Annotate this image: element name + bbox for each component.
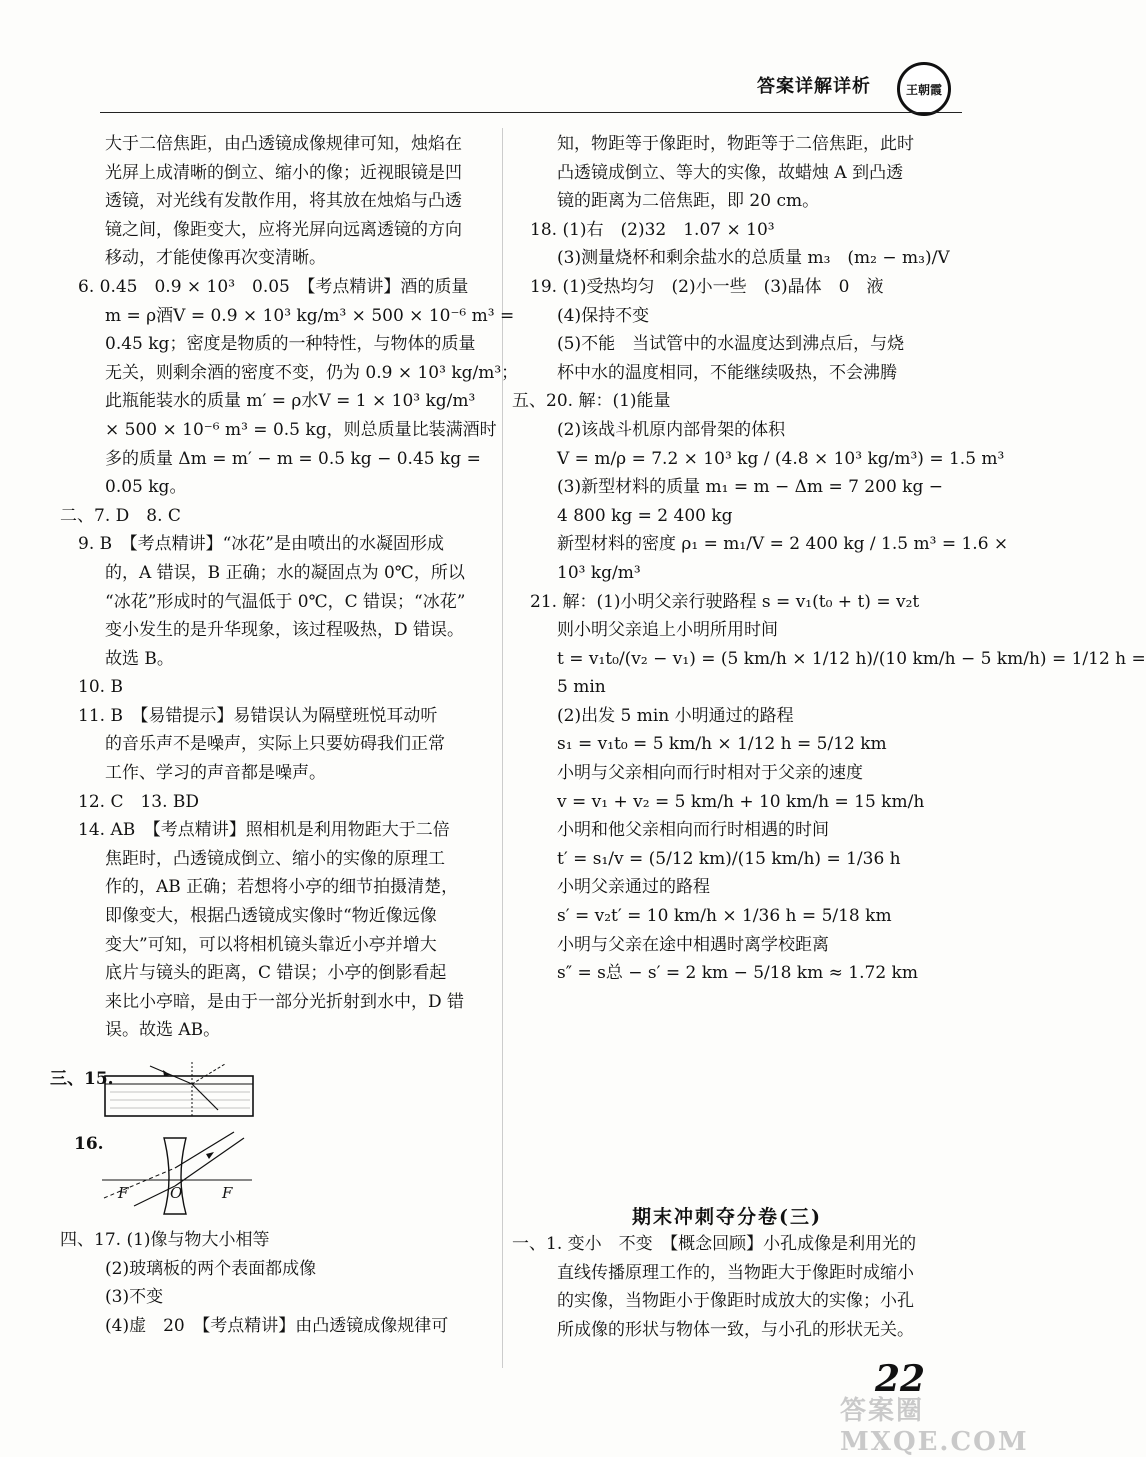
text-line: 此瓶能装水的质量 m′ = ρ水V = 1 × 10³ kg/m³ bbox=[105, 391, 476, 412]
text-line: (2)玻璃板的两个表面都成像 bbox=[105, 1258, 317, 1279]
text-line: 变小发生的是升华现象，该过程吸热，D 错误。 bbox=[105, 620, 465, 641]
text-line: v = v₁ + v₂ = 5 km/h + 10 km/h = 15 km/h bbox=[557, 791, 925, 812]
text-line: 光屏上成清晰的倒立、缩小的像；近视眼镜是凹 bbox=[105, 162, 462, 183]
text-line: 镜的距离为二倍焦距，即 20 cm。 bbox=[557, 191, 820, 212]
text-line: s″ = s总 − s′ = 2 km − 5/18 km ≈ 1.72 km bbox=[557, 963, 918, 984]
focal-point-right: F bbox=[222, 1184, 233, 1202]
left-bottom-text-block bbox=[60, 1226, 490, 1340]
text-line: (3)新型材料的质量 m₁ = m − Δm = 7 200 kg − bbox=[557, 477, 943, 498]
text-line: 故选 B。 bbox=[105, 648, 174, 669]
text-line: 镜之间，像距变大，应将光屏向远离透镜的方向 bbox=[105, 219, 462, 240]
text-line: 的，A 错误，B 正确；水的凝固点为 0℃，所以 bbox=[105, 562, 465, 583]
left-column bbox=[60, 130, 519, 1045]
text-line: V = m/ρ = 7.2 × 10³ kg / (4.8 × 10³ kg/m³) = 1.5 m³ bbox=[557, 448, 1005, 469]
text-line: 作的，AB 正确；若想将小亭的细节拍摄清楚， bbox=[105, 877, 459, 898]
text-line: m = ρ酒V = 0.9 × 10³ kg/m³ × 500 × 10⁻⁶ m³ = bbox=[105, 305, 515, 326]
text-line: t = v₁t₀/(v₂ − v₁) = (5 km/h × 1/12 h)/(10 km/h − 5 km/h) = 1/12 h = bbox=[557, 648, 1146, 669]
text-line: 12. C 13. BD bbox=[78, 791, 200, 812]
text-line: 二、7. D 8. C bbox=[60, 505, 181, 526]
optical-center: O bbox=[170, 1184, 183, 1202]
page-number: 22 bbox=[875, 1358, 926, 1400]
text-line: 移动，才能使像再次变清晰。 bbox=[105, 248, 326, 269]
text-line: 变大”可知，可以将相机镜头靠近小亭并增大 bbox=[105, 934, 437, 955]
section-text-block bbox=[512, 1230, 952, 1344]
text-line: s₁ = v₁t₀ = 5 km/h × 1/12 h = 5/12 km bbox=[557, 734, 887, 755]
refraction-diagram bbox=[50, 1058, 260, 1128]
text-line: 即像变大，根据凸透镜成实像时“物近像远像 bbox=[105, 906, 437, 927]
text-line: 4 800 kg = 2 400 kg bbox=[557, 505, 733, 526]
text-line: 直线传播原理工作的，当物距大于像距时成缩小 bbox=[557, 1262, 914, 1283]
text-line: 一、1. 变小 不变 【概念回顾】小孔成像是利用光的 bbox=[512, 1234, 917, 1254]
section-column bbox=[512, 1230, 952, 1344]
text-line: 四、17. (1)像与物大小相等 bbox=[60, 1230, 270, 1250]
text-line: 11. B 【易错提示】易错误认为隔壁班悦耳动听 bbox=[78, 705, 438, 726]
text-line: 19. (1)受热均匀 (2)小一些 (3)晶体 0 液 bbox=[530, 276, 884, 297]
text-line: 工作、学习的声音都是噪声。 bbox=[105, 763, 326, 784]
text-line: 五、20. 解：(1)能量 bbox=[512, 391, 671, 412]
right-column bbox=[512, 130, 1146, 988]
q16-figure bbox=[74, 1128, 254, 1216]
q16-label: 16. bbox=[74, 1134, 104, 1154]
text-line: 0.45 kg；密度是物质的一种特性，与物体的质量 bbox=[105, 334, 476, 355]
text-line: 误。故选 AB。 bbox=[105, 1020, 221, 1041]
q15-label: 三、15. bbox=[50, 1069, 114, 1089]
section-title: 期末冲刺夺分卷(三) bbox=[632, 1206, 822, 1228]
text-line: 6. 0.45 0.9 × 10³ 0.05 【考点精讲】酒的质量 bbox=[78, 276, 469, 297]
text-line: 大于二倍焦距，由凸透镜成像规律可知，烛焰在 bbox=[105, 134, 462, 154]
text-line: 无关，则剩余酒的密度不变，仍为 0.9 × 10³ kg/m³； bbox=[105, 362, 519, 383]
text-line: 凸透镜成倒立、等大的实像，故蜡烛 A 到凸透 bbox=[557, 162, 904, 183]
page-header bbox=[0, 0, 1000, 118]
text-line: s′ = v₂t′ = 10 km/h × 1/36 h = 5/18 km bbox=[557, 906, 892, 927]
text-line: 知，物距等于像距时，物距等于二倍焦距，此时 bbox=[557, 134, 914, 154]
watermark: 答案圈 MXQE.COM bbox=[840, 1396, 1029, 1457]
text-line: 10³ kg/m³ bbox=[557, 562, 641, 583]
text-line: 所成像的形状与物体一致，与小孔的形状无关。 bbox=[557, 1319, 914, 1340]
right-text-block bbox=[512, 130, 1146, 988]
text-line: 则小明父亲追上小明所用时间 bbox=[557, 620, 778, 641]
q15-figure bbox=[50, 1058, 260, 1128]
header-title: 答案详解详析 bbox=[757, 76, 871, 97]
text-line: 的音乐声不是噪声，实际上只要妨碍我们正常 bbox=[105, 734, 445, 755]
text-line: 5 min bbox=[557, 677, 606, 698]
text-line: 0.05 kg。 bbox=[105, 477, 187, 498]
text-line: 9. B 【考点精讲】“冰花”是由喷出的水凝固形成 bbox=[78, 534, 444, 555]
header-rule bbox=[100, 112, 962, 113]
text-line: 杯中水的温度相同，不能继续吸热，不会沸腾 bbox=[557, 362, 897, 383]
text-line: × 500 × 10⁻⁶ m³ = 0.5 kg，则总质量比装满酒时 bbox=[105, 419, 497, 440]
text-line: 21. 解：(1)小明父亲行驶路程 s = v₁(t₀ + t) = v₂t bbox=[530, 591, 920, 612]
brand-logo-icon bbox=[897, 62, 951, 116]
text-line: 新型材料的密度 ρ₁ = m₁/V = 2 400 kg / 1.5 m³ = 1.6 × bbox=[557, 534, 1009, 555]
text-line: (3)不变 bbox=[105, 1287, 164, 1308]
text-line: 小明与父亲在途中相遇时离学校距离 bbox=[557, 934, 829, 955]
text-line: 底片与镜头的距离，C 错误；小亭的倒影看起 bbox=[105, 963, 447, 984]
logo-text: 王朝霞 bbox=[905, 82, 942, 97]
text-line: 小明和他父亲相向而行时相遇的时间 bbox=[557, 820, 829, 841]
text-line: “冰花”形成时的气温低于 0℃，C 错误；“冰花” bbox=[105, 591, 466, 612]
text-line: t′ = s₁/v = (5/12 km)/(15 km/h) = 1/36 h bbox=[557, 848, 901, 869]
text-line: 透镜，对光线有发散作用，将其放在烛焰与凸透 bbox=[105, 191, 462, 212]
text-line: (2)该战斗机原内部骨架的体积 bbox=[557, 419, 786, 440]
text-line: 来比小亭暗，是由于一部分光折射到水中，D 错 bbox=[105, 991, 465, 1012]
focal-point-left: F bbox=[118, 1184, 129, 1202]
text-line: 多的质量 Δm = m′ − m = 0.5 kg − 0.45 kg = bbox=[105, 448, 481, 469]
left-text-block bbox=[60, 130, 519, 1045]
text-line: (3)测量烧杯和剩余盐水的总质量 m₃ (m₂ − m₃)/V bbox=[557, 248, 950, 269]
text-line: (4)虚 20 【考点精讲】由凸透镜成像规律可 bbox=[105, 1315, 449, 1336]
text-line: (2)出发 5 min 小明通过的路程 bbox=[557, 705, 794, 726]
text-line: 小明与父亲相向而行时相对于父亲的速度 bbox=[557, 763, 863, 784]
text-line: 的实像，当物距小于像距时成放大的实像；小孔 bbox=[557, 1291, 914, 1312]
concave-lens-diagram bbox=[74, 1128, 254, 1216]
text-line: 焦距时，凸透镜成倒立、缩小的实像的原理工 bbox=[105, 848, 445, 869]
text-line: 10. B bbox=[78, 677, 123, 698]
text-line: (5)不能 当试管中的水温度达到沸点后，与烧 bbox=[557, 334, 905, 355]
text-line: (4)保持不变 bbox=[557, 305, 650, 326]
text-line: 18. (1)右 (2)32 1.07 × 10³ bbox=[530, 219, 775, 240]
left-bottom-column bbox=[60, 1226, 490, 1340]
text-line: 14. AB 【考点精讲】照相机是利用物距大于二倍 bbox=[78, 820, 450, 841]
text-line: 小明父亲通过的路程 bbox=[557, 877, 710, 898]
